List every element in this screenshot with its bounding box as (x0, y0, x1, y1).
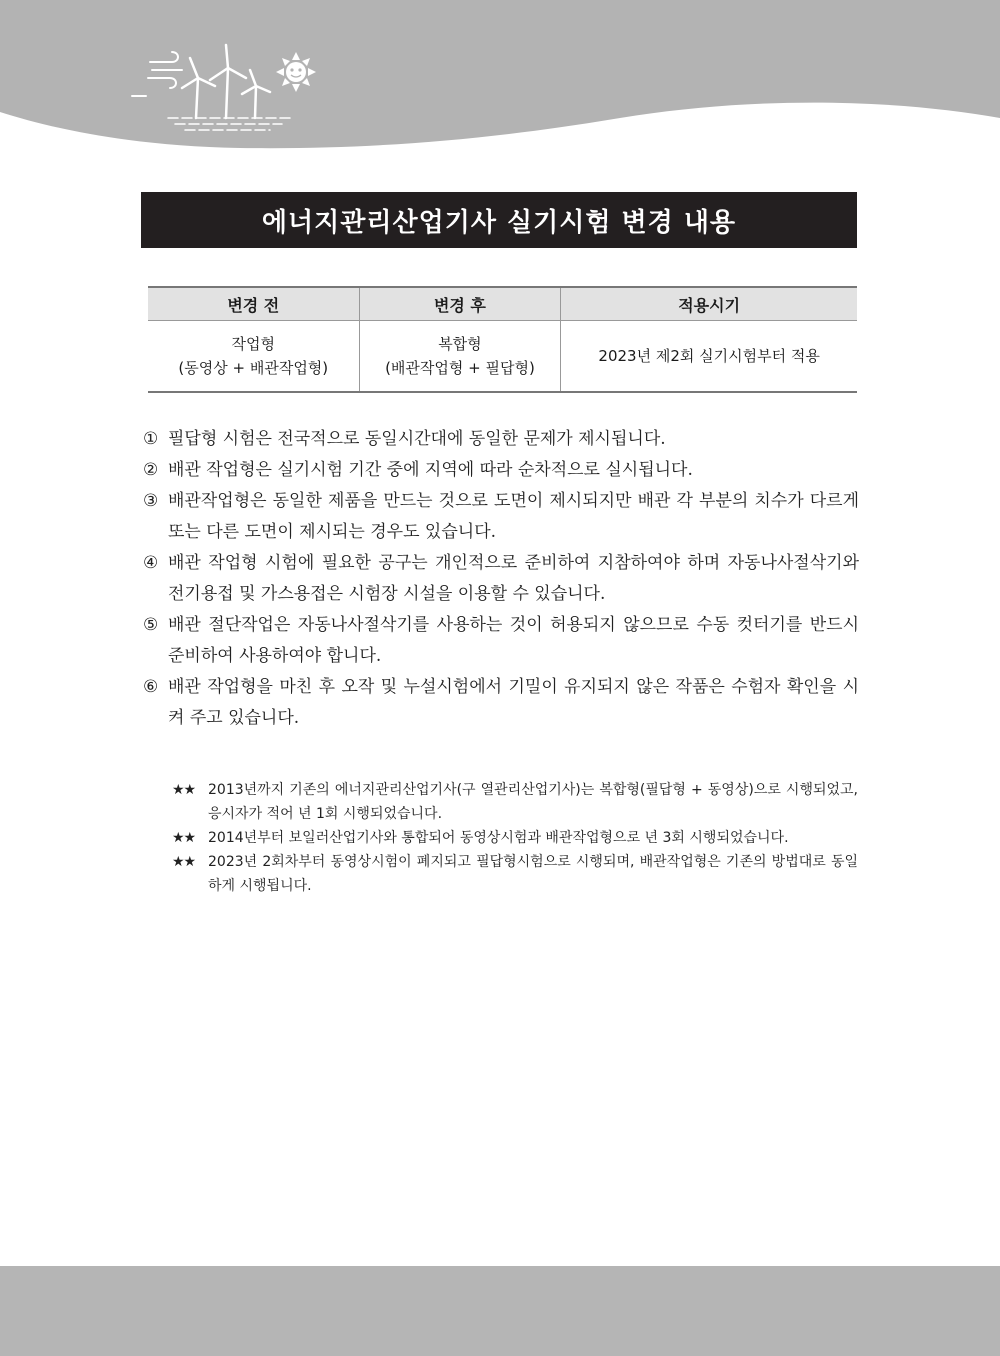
star-note-text: 2023년 2회차부터 동영상시험이 폐지되고 필답형시험으로 시행되며, 배관작업형은 기존의 방법대로 동일하게 시행됩니다. (208, 854, 858, 894)
cell-before-line1: 작업형 (231, 335, 276, 353)
cell-after (359, 321, 561, 393)
note-text: 배관 절단작업은 자동나사절삭기를 사용하는 것이 허용되지 않으므로 수동 컷터기를 반드시 준비하여 사용하여야 합니다. (168, 615, 859, 666)
footer-bar (0, 1266, 1000, 1356)
list-item (143, 610, 859, 672)
sun-icon (276, 52, 316, 92)
star-icon: ★★ (172, 830, 196, 846)
note-text: 배관 작업형을 마친 후 오작 및 누설시험에서 기밀이 유지되지 않은 작품은 수험자 확인을 시켜 주고 있습니다. (168, 677, 859, 728)
header-period: 적용시기 (561, 287, 857, 321)
star-icon: ★★ (172, 854, 196, 870)
star-icon: ★★ (172, 782, 196, 798)
header-wave (0, 0, 1000, 150)
list-item (143, 672, 859, 734)
cell-period: 2023년 제2회 실기시험부터 적용 (561, 321, 857, 393)
note-number: ① (143, 429, 159, 449)
note-number: ⑥ (143, 677, 159, 697)
cell-after-line2: (배관작업형 + 필답형) (385, 359, 535, 377)
header-after: 변경 후 (359, 287, 561, 321)
star-note (172, 778, 858, 826)
notes-list (143, 424, 859, 734)
note-text: 배관작업형은 동일한 제품을 만드는 것으로 도면이 제시되지만 배관 각 부분의 치수가 다르게 또는 다른 도면이 제시되는 경우도 있습니다. (168, 491, 859, 542)
list-item (143, 548, 859, 610)
cell-before-line2: (동영상 + 배관작업형) (178, 359, 329, 377)
note-number: ④ (143, 553, 159, 573)
star-note (172, 850, 858, 898)
note-text: 배관 작업형 시험에 필요한 공구는 개인적으로 준비하여 지참하여야 하며 자동나사절삭기와 전기용접 및 가스용접은 시험장 시설을 이용할 수 있습니다. (168, 553, 859, 604)
note-number: ⑤ (143, 615, 159, 635)
note-text: 필답형 시험은 전국적으로 동일시간대에 동일한 문제가 제시됩니다. (168, 429, 666, 449)
note-text: 배관 작업형은 실기시험 기간 중에 지역에 따라 순차적으로 실시됩니다. (168, 460, 693, 480)
star-notes (172, 778, 858, 898)
list-item (143, 424, 859, 455)
star-note-text: 2014년부터 보일러산업기사와 통합되어 동영상시험과 배관작업형으로 년 3회 시행되었습니다. (208, 830, 789, 846)
page-title: 에너지관리산업기사 실기시험 변경 내용 (141, 192, 857, 248)
list-item (143, 455, 859, 486)
star-note-text: 2013년까지 기존의 에너지관리산업기사(구 열관리산업기사)는 복합형(필답형 + 동영상)으로 시행되었고, 응시자가 적어 년 1회 시행되었습니다. (208, 782, 858, 822)
cell-after-line1: 복합형 (438, 335, 482, 353)
list-item (143, 486, 859, 548)
table-row (148, 321, 857, 393)
cell-before (148, 321, 359, 393)
change-table (148, 286, 857, 393)
note-number: ③ (143, 491, 159, 511)
header-before: 변경 전 (148, 287, 359, 321)
note-number: ② (143, 460, 159, 480)
table-header-row (148, 287, 857, 321)
star-note (172, 826, 858, 850)
